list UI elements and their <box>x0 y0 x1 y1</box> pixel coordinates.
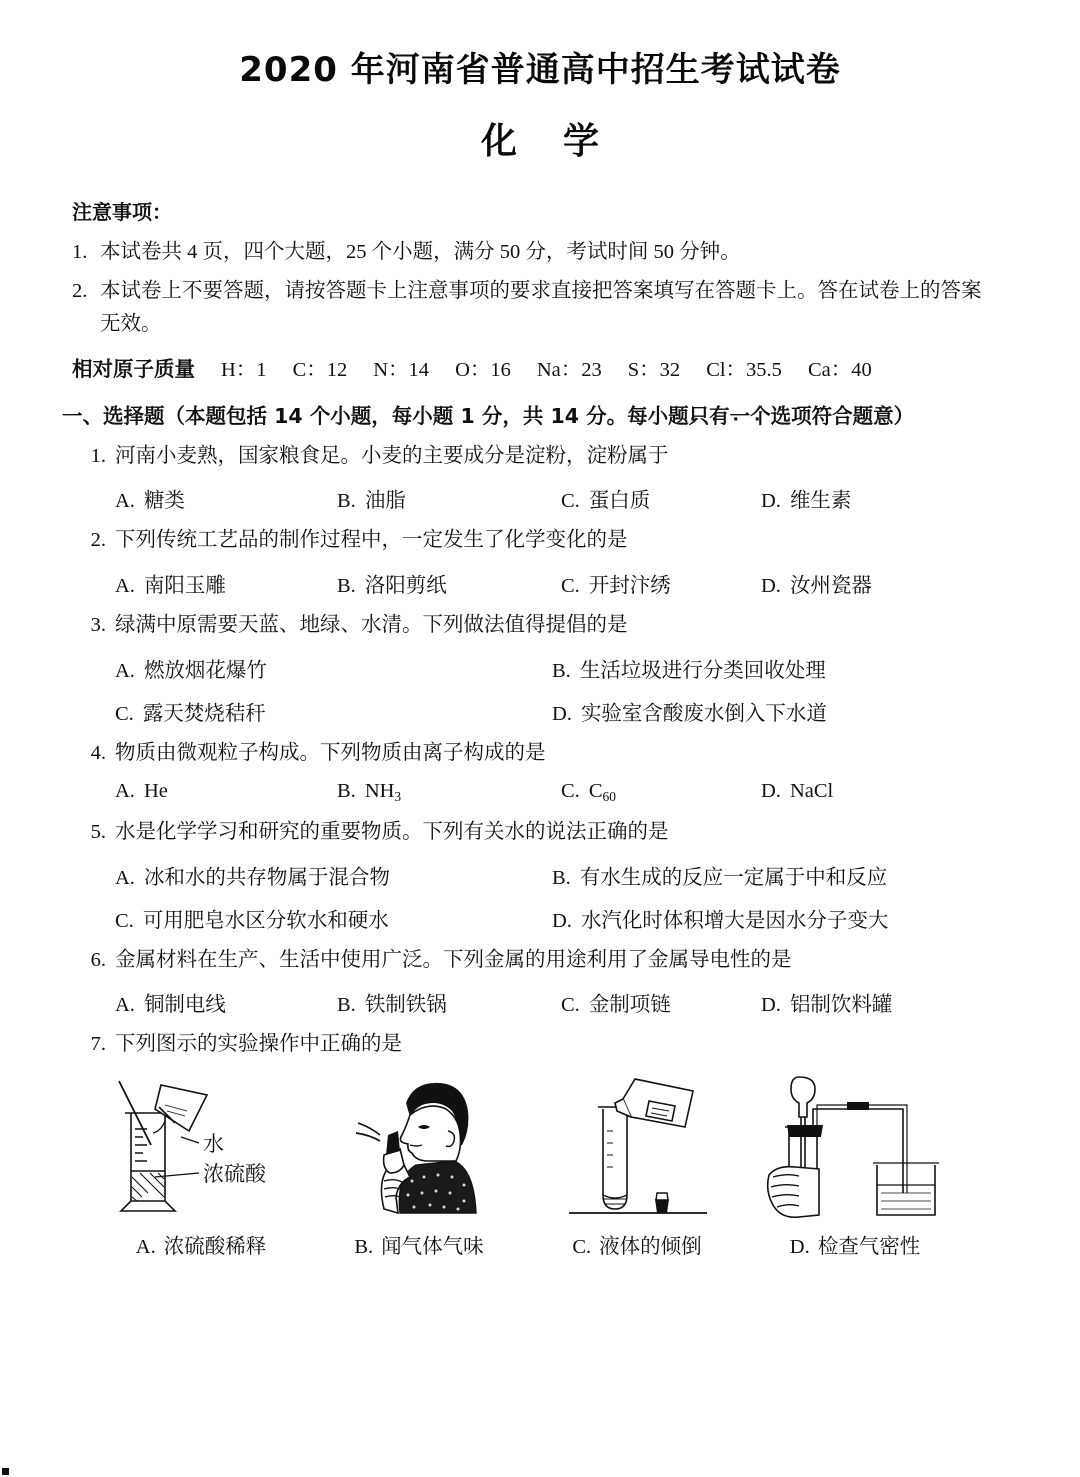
option-row <box>115 860 984 890</box>
question-stem <box>72 947 984 975</box>
option-c-caption <box>528 1229 746 1259</box>
option-tag: D. <box>761 490 781 513</box>
gas-tightness-check-figure <box>746 1073 964 1223</box>
option-label: 生活垃圾进行分类回收处理 <box>579 659 826 682</box>
option-label: 浓硫酸稀释 <box>163 1236 267 1259</box>
atomic-mass-pair: Cl：35.5 <box>706 358 782 381</box>
option-a-figure-cell[interactable] <box>92 1073 310 1259</box>
option-label: 汝州瓷器 <box>789 574 872 597</box>
notice-item-number: 2. <box>72 280 88 303</box>
option-c[interactable] <box>561 568 761 598</box>
option-a[interactable] <box>115 987 337 1017</box>
option-tag: B. <box>552 866 571 889</box>
option-label: He <box>143 780 168 803</box>
option-a[interactable] <box>115 653 552 683</box>
question-stem <box>72 443 984 471</box>
option-label: 铝制饮料罐 <box>789 994 893 1017</box>
question-number: 5. <box>90 821 106 844</box>
page-title: 2020 年河南省普通高中招生考试试卷 <box>239 50 841 90</box>
option-tag: A. <box>115 994 135 1017</box>
option-tag: C. <box>115 702 134 725</box>
question-number: 3. <box>90 613 106 636</box>
smelling-gas-diagram-svg <box>344 1073 494 1223</box>
option-a[interactable] <box>115 860 552 890</box>
option-row <box>115 696 984 726</box>
option-tag: D. <box>761 574 781 597</box>
option-group <box>72 780 984 805</box>
option-tag: D. <box>789 1236 810 1259</box>
atomic-mass-pair: Na：23 <box>536 358 602 381</box>
option-label: 检查气密性 <box>817 1236 921 1259</box>
option-label: 南阳玉雕 <box>143 574 226 597</box>
option-row <box>115 568 984 598</box>
option-tag: D. <box>552 702 572 725</box>
question-2 <box>72 527 984 598</box>
question-7 <box>72 1031 984 1259</box>
option-tag: C. <box>561 574 580 597</box>
question-number: 4. <box>90 741 106 764</box>
question-text: 下列图示的实验操作中正确的是 <box>115 1033 402 1056</box>
question-5 <box>72 819 984 933</box>
option-b[interactable] <box>337 987 561 1017</box>
option-a[interactable] <box>115 483 337 513</box>
option-group <box>72 483 984 513</box>
option-label: 可用肥皂水区分软水和硬水 <box>142 909 389 932</box>
formula-subscript: 3 <box>394 789 402 805</box>
option-label: 铁制铁锅 <box>364 994 447 1017</box>
option-row <box>115 653 984 683</box>
option-d[interactable] <box>761 987 892 1017</box>
option-group <box>72 568 984 598</box>
option-a[interactable] <box>115 780 337 805</box>
notice-item-text: 本试卷上不要答题，请按答题卡上注意事项的要求直接把答案填写在答题卡上。答在试卷上的答案无效。 <box>100 280 982 336</box>
option-tag: B. <box>337 994 356 1017</box>
option-tag: B. <box>337 574 356 597</box>
option-tag: A. <box>115 659 135 682</box>
pouring-liquid-diagram-svg <box>557 1073 717 1223</box>
question-text: 金属材料在生产、生活中使用广泛。下列金属的用途利用了金属导电性的是 <box>115 948 792 971</box>
question-number: 1. <box>90 444 106 467</box>
option-d[interactable] <box>552 696 827 726</box>
option-label: 有水生成的反应一定属于中和反应 <box>579 866 888 889</box>
option-label: NaCl <box>789 780 834 803</box>
question-text: 下列传统工艺品的制作过程中，一定发生了化学变化的是 <box>115 529 628 552</box>
question-7-figure-strip <box>72 1073 984 1259</box>
notice-item <box>72 236 984 269</box>
question-6 <box>72 947 984 1018</box>
option-label: 实验室含酸废水倒入下水道 <box>580 702 827 725</box>
option-tag: C. <box>561 994 580 1017</box>
question-stem <box>72 1031 984 1059</box>
gas-tightness-diagram-svg <box>765 1073 945 1223</box>
option-group <box>72 987 984 1017</box>
label-water: 水 <box>203 1132 224 1157</box>
atomic-mass-pair: N：14 <box>373 358 430 381</box>
option-label: 蛋白质 <box>588 490 651 513</box>
question-stem <box>72 527 984 555</box>
option-label: 铜制电线 <box>143 994 226 1017</box>
option-tag: D. <box>761 994 781 1017</box>
option-d[interactable] <box>761 568 872 598</box>
option-tag: B. <box>337 490 356 513</box>
option-tag: B. <box>354 1236 374 1259</box>
option-c[interactable] <box>115 903 552 933</box>
option-label: 维生素 <box>789 490 852 513</box>
option-tag: C. <box>115 909 134 932</box>
option-c-figure-cell[interactable] <box>528 1073 746 1259</box>
question-text: 物质由微观粒子构成。下列物质由离子构成的是 <box>115 741 546 764</box>
option-b-figure-cell[interactable] <box>310 1073 528 1259</box>
option-group <box>72 653 984 726</box>
question-1 <box>72 443 984 514</box>
dilution-diagram-svg <box>103 1073 299 1223</box>
option-a-caption <box>92 1229 310 1259</box>
option-row <box>115 903 984 933</box>
option-label: 冰和水的共存物属于混合物 <box>143 866 390 889</box>
notice-item-text: 本试卷共 4 页，四个大题，25 个小题，满分 50 分，考试时间 50 分钟。 <box>100 241 741 263</box>
option-label: 油脂 <box>364 490 406 513</box>
question-text: 绿满中原需要天蓝、地绿、水清。下列做法值得提倡的是 <box>115 613 628 636</box>
option-tag: C. <box>572 1236 592 1259</box>
option-tag: A. <box>115 780 135 803</box>
option-label: 金制项链 <box>588 994 671 1017</box>
formula-subscript: 60 <box>602 789 617 805</box>
atomic-mass-pair: H：1 <box>221 358 267 381</box>
option-tag: A. <box>115 866 135 889</box>
question-number: 6. <box>90 948 106 971</box>
option-tag: A. <box>135 1236 156 1259</box>
option-tag: B. <box>552 659 571 682</box>
option-label: 燃放烟花爆竹 <box>143 659 267 682</box>
option-tag: C. <box>561 780 580 803</box>
option-label: 糖类 <box>143 490 185 513</box>
option-b[interactable] <box>552 653 826 683</box>
option-row <box>115 780 984 805</box>
option-row <box>115 483 984 513</box>
option-label: 液体的倾倒 <box>599 1236 702 1259</box>
atomic-mass-pair: Ca：40 <box>807 358 872 381</box>
option-a[interactable] <box>115 568 337 598</box>
option-label: 水汽化时体积增大是因水分子变大 <box>580 909 889 932</box>
question-3 <box>72 612 984 726</box>
subject-char-1: 化 <box>480 121 517 162</box>
option-tag: A. <box>115 490 135 513</box>
option-c[interactable] <box>561 780 761 805</box>
question-stem <box>72 740 984 768</box>
question-stem <box>72 612 984 640</box>
option-tag: C. <box>561 490 580 513</box>
option-c[interactable] <box>115 696 552 726</box>
option-label: NH <box>364 780 395 803</box>
question-text: 水是化学学习和研究的重要物质。下列有关水的说法正确的是 <box>115 821 669 844</box>
pouring-liquid-test-tube-figure <box>528 1073 746 1223</box>
option-b[interactable] <box>337 568 561 598</box>
label-concentrated-sulfuric-acid: 浓硫酸 <box>203 1162 266 1187</box>
option-group <box>72 860 984 933</box>
option-label: C <box>588 780 603 803</box>
option-b[interactable] <box>337 483 561 513</box>
option-d-figure-cell[interactable] <box>746 1073 964 1259</box>
option-tag: D. <box>552 909 572 932</box>
atomic-mass-pair: S：32 <box>627 358 681 381</box>
option-label: 闻气体气味 <box>381 1236 484 1259</box>
question-number: 2. <box>90 529 106 552</box>
option-b-caption <box>310 1229 528 1259</box>
person-smelling-gas-figure <box>310 1073 528 1223</box>
option-label: 露天焚烧秸秆 <box>142 702 266 725</box>
notice-item <box>72 275 984 341</box>
atomic-mass-pair: O：16 <box>455 358 511 381</box>
graduated-cylinder-dilution-figure <box>92 1073 310 1223</box>
option-tag: D. <box>761 780 781 803</box>
relative-atomic-mass-label: 相对原子质量 <box>72 356 195 381</box>
option-label: 开封汴绣 <box>588 574 671 597</box>
option-b[interactable] <box>552 860 887 890</box>
question-stem <box>72 819 984 847</box>
scan-corner-mark <box>2 1468 9 1475</box>
option-c[interactable] <box>561 483 761 513</box>
section-heading-prefix: 一、选择题（本题包括 14 个小题，每小题 1 分，共 14 分。每小题 <box>62 403 689 428</box>
subject-title <box>0 91 1080 164</box>
option-b[interactable] <box>337 780 561 805</box>
subject-char-2: 学 <box>563 121 600 162</box>
section-heading-emphasis: 只有一个 · · · · <box>689 399 771 429</box>
paper-body <box>62 196 984 1259</box>
option-d[interactable] <box>761 483 851 513</box>
option-c[interactable] <box>561 987 761 1017</box>
option-label: 洛阳剪纸 <box>364 574 447 597</box>
option-d[interactable] <box>761 780 833 805</box>
option-d-caption <box>746 1229 964 1259</box>
question-4 <box>72 740 984 805</box>
option-d[interactable] <box>552 903 888 933</box>
section-heading-multiple-choice <box>62 399 984 429</box>
relative-atomic-mass-line <box>72 352 984 382</box>
question-text: 河南小麦熟，国家粮食足。小麦的主要成分是淀粉，淀粉属于 <box>115 444 669 467</box>
section-heading-suffix: 选项符合题意） <box>770 403 915 428</box>
notice-heading: 注意事项： <box>72 200 172 224</box>
option-row <box>115 987 984 1017</box>
atomic-mass-pair: C：12 <box>292 358 348 381</box>
option-tag: B. <box>337 780 356 803</box>
option-tag: A. <box>115 574 135 597</box>
notice-item-number: 1. <box>72 241 88 263</box>
question-number: 7. <box>90 1033 106 1056</box>
